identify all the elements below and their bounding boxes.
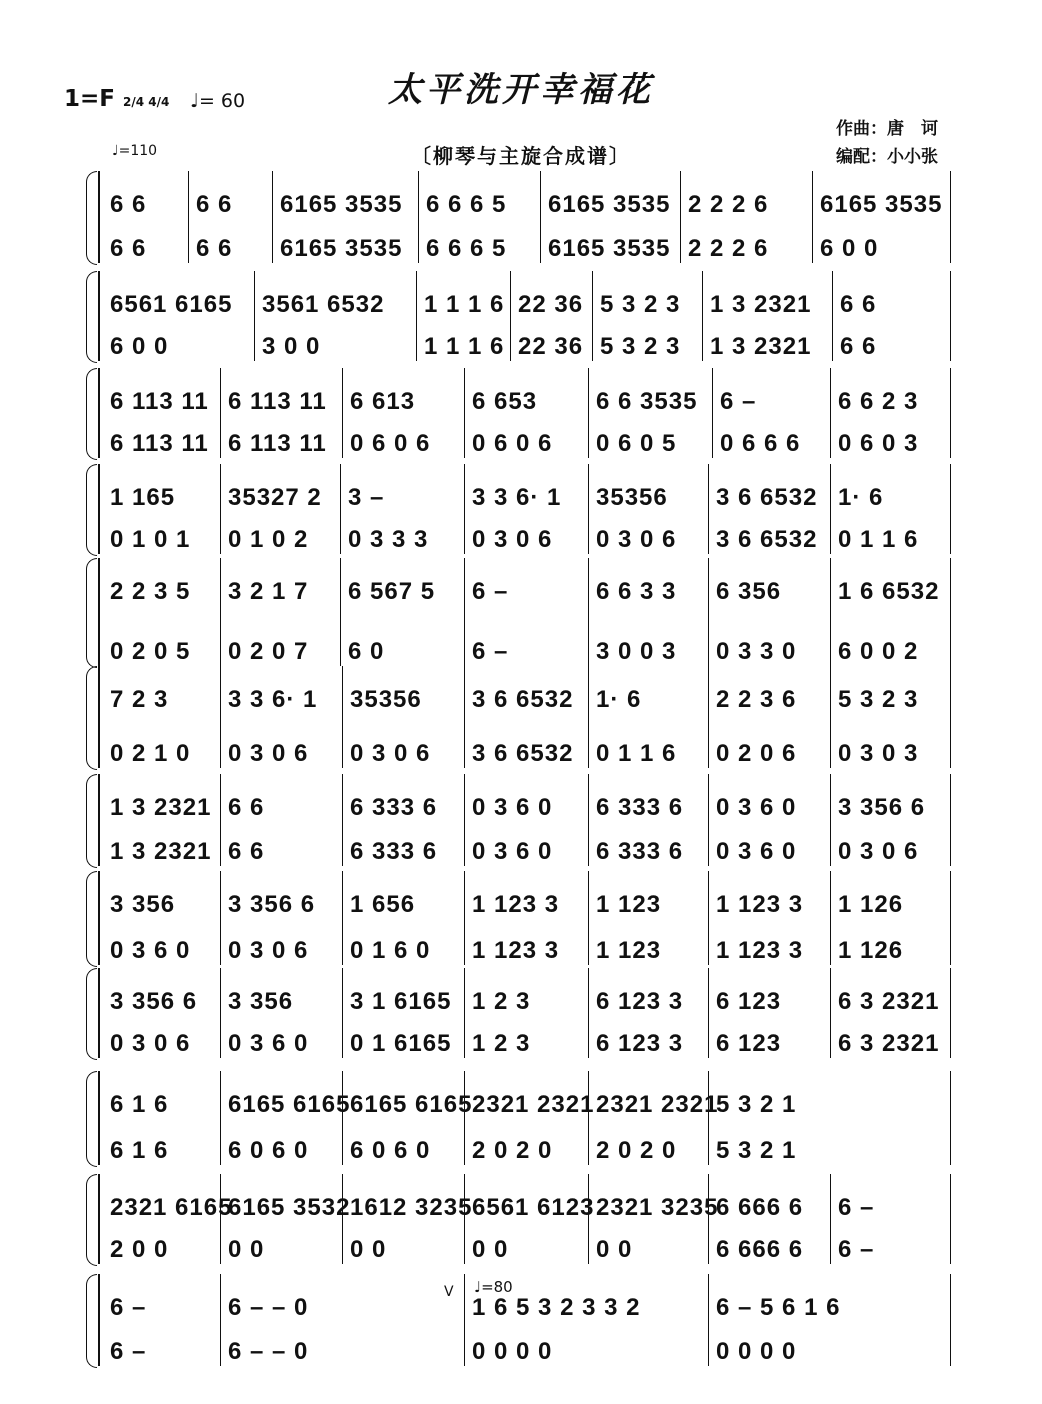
liuqin-measure: 0 6 0 6: [472, 430, 553, 457]
melody-measure: 6 3 2321: [838, 988, 940, 1015]
liuqin-measure: 0 3 3 0: [716, 638, 797, 665]
melody-measure: 6165 3532: [228, 1194, 351, 1221]
liuqin-measure: 0 3 0 6: [838, 838, 919, 865]
liuqin-measure: 0 3 0 3: [838, 740, 919, 767]
bar-line: [708, 968, 709, 1058]
liuqin-measure: 6 6: [840, 333, 877, 360]
system-line: [98, 1071, 100, 1165]
liuqin-measure: 6 113 11: [228, 430, 327, 457]
melody-measure: 2321 6165: [110, 1194, 233, 1221]
bar-line: [830, 558, 831, 666]
liuqin-measure: 6 0 6 0: [350, 1137, 431, 1164]
melody-measure: 6 –: [720, 388, 757, 415]
bar-line: [588, 666, 589, 768]
melody-measure: 6 6 3 3: [596, 578, 677, 605]
bar-line: [708, 871, 709, 965]
system-line: [98, 774, 100, 866]
liuqin-measure: 0 0 0 0: [472, 1338, 553, 1365]
melody-measure: 2 2 3 5: [110, 578, 191, 605]
liuqin-measure: 6 1 6: [110, 1137, 169, 1164]
score-subtitle: 〔柳琴与主旋合成谱〕: [411, 144, 631, 168]
melody-measure: 5 3 2 1: [716, 1091, 797, 1118]
liuqin-measure: 6 333 6: [596, 838, 684, 865]
melody-measure: 6 –: [838, 1194, 875, 1221]
melody-measure: 1612 3235: [350, 1194, 473, 1221]
melody-measure: 6 567 5: [348, 578, 436, 605]
melody-measure: 1 1 1 6: [424, 291, 505, 318]
melody-measure: 6 6 6 5: [426, 191, 507, 218]
bar-line: [342, 774, 343, 866]
melody-measure: 1 6 6532: [838, 578, 940, 605]
bar-line: [220, 464, 221, 554]
melody-measure: 3 3 6· 1: [228, 686, 318, 713]
bar-line: [950, 1071, 951, 1165]
melody-measure: 1 165: [110, 484, 176, 511]
melody-measure: 35356: [596, 484, 668, 511]
liuqin-measure: 1 123 3: [472, 937, 560, 964]
liuqin-measure: 0 6 0 6: [350, 430, 431, 457]
liuqin-measure: 6 6: [110, 235, 147, 262]
system-line: [98, 1274, 100, 1366]
bar-line: [510, 271, 511, 361]
meter-label: 2/4 4/4: [123, 95, 170, 109]
melody-measure: 6561 6123: [472, 1194, 595, 1221]
tempo-mark: ♩= 60: [190, 90, 246, 112]
bar-line: [342, 871, 343, 965]
liuqin-measure: 2 0 2 0: [596, 1137, 677, 1164]
liuqin-measure: 0 2 1 0: [110, 740, 191, 767]
melody-measure: 0 3 6 0: [472, 794, 553, 821]
bar-line: [588, 368, 589, 458]
bar-line: [708, 558, 709, 666]
system-line: [98, 558, 100, 666]
liuqin-measure: 2 2 2 6: [688, 235, 769, 262]
melody-measure: 0 3 6 0: [716, 794, 797, 821]
liuqin-measure: 2 0 0: [110, 1236, 169, 1263]
melody-measure: 1 6 5 3 2 3 3 2: [472, 1294, 641, 1321]
liuqin-measure: 6 113 11: [110, 430, 209, 457]
bar-line: [588, 464, 589, 554]
liuqin-measure: 6 6: [228, 838, 265, 865]
liuqin-measure: 6 6 6 5: [426, 235, 507, 262]
bar-line: [464, 368, 465, 458]
bar-line: [220, 968, 221, 1058]
melody-measure: 6 –: [110, 1294, 147, 1321]
liuqin-measure: 0 3 6 0: [228, 1030, 309, 1057]
melody-measure: 35327 2: [228, 484, 322, 511]
bar-line: [188, 171, 189, 263]
melody-measure: 1· 6: [838, 484, 884, 511]
bar-line: [832, 271, 833, 361]
melody-measure: 6 653: [472, 388, 538, 415]
liuqin-measure: 0 3 6 0: [472, 838, 553, 865]
melody-measure: 1 3 2321: [710, 291, 812, 318]
melody-measure: 6 333 6: [596, 794, 684, 821]
melody-measure: 6165 3535: [548, 191, 671, 218]
melody-measure: 3 3 6· 1: [472, 484, 562, 511]
liuqin-measure: 0 1 0 2: [228, 526, 309, 553]
bar-line: [464, 464, 465, 554]
bar-line: [588, 1071, 589, 1165]
melody-measure: 3 1 6165: [350, 988, 452, 1015]
bar-line: [418, 171, 419, 263]
melody-measure: 3 356 6: [110, 988, 198, 1015]
bar-line: [950, 1274, 951, 1366]
melody-measure: 6 123: [716, 988, 782, 1015]
melody-measure: 3 356 6: [838, 794, 926, 821]
bar-line: [464, 666, 465, 768]
system-brace: [86, 1071, 97, 1167]
liuqin-measure: 6 – – 0: [228, 1338, 309, 1365]
system-line: [98, 171, 100, 263]
liuqin-measure: 6 –: [110, 1338, 147, 1365]
liuqin-measure: 1 3 2321: [710, 333, 812, 360]
liuqin-measure: 6 666 6: [716, 1236, 804, 1263]
liuqin-measure: 2 0 2 0: [472, 1137, 553, 1164]
bar-line: [950, 171, 951, 263]
liuqin-measure: 0 0: [350, 1236, 387, 1263]
liuqin-measure: 0 1 1 6: [838, 526, 919, 553]
melody-measure: 6 6: [228, 794, 265, 821]
bar-line: [830, 368, 831, 458]
bar-line: [708, 1274, 709, 1366]
bar-line: [220, 666, 221, 768]
melody-measure: 2321 2321: [596, 1091, 719, 1118]
liuqin-measure: 1 126: [838, 937, 904, 964]
bar-line: [950, 871, 951, 965]
liuqin-measure: 0 3 0 6: [596, 526, 677, 553]
liuqin-measure: 0 2 0 6: [716, 740, 797, 767]
bar-line: [950, 368, 951, 458]
liuqin-measure: 6165 3535: [548, 235, 671, 262]
melody-measure: 1· 6: [596, 686, 642, 713]
melody-measure: 3 –: [348, 484, 385, 511]
melody-measure: 6 –: [472, 578, 509, 605]
melody-measure: 1 123 3: [716, 891, 804, 918]
liuqin-measure: 3 6 6532: [716, 526, 818, 553]
liuqin-measure: 22 36: [518, 333, 584, 360]
bar-line: [830, 666, 831, 768]
bar-line: [464, 968, 465, 1058]
melody-measure: 2 2 3 6: [716, 686, 797, 713]
liuqin-measure: 6 0 6 0: [228, 1137, 309, 1164]
liuqin-measure: 6 123 3: [596, 1030, 684, 1057]
liuqin-measure: 6 333 6: [350, 838, 438, 865]
melody-measure: 3561 6532: [262, 291, 385, 318]
bar-line: [342, 968, 343, 1058]
system-line: [98, 1174, 100, 1264]
liuqin-measure: 1 1 1 6: [424, 333, 505, 360]
liuqin-measure: 6 0 0 2: [838, 638, 919, 665]
melody-measure: 6 113 11: [228, 388, 327, 415]
melody-measure: 6 613: [350, 388, 416, 415]
bar-line: [540, 171, 541, 263]
bar-line: [950, 774, 951, 866]
melody-measure: 6 666 6: [716, 1194, 804, 1221]
liuqin-measure: 6 3 2321: [838, 1030, 940, 1057]
melody-measure: 1 123: [596, 891, 662, 918]
bar-line: [272, 171, 273, 263]
melody-measure: 6 – – 0: [228, 1294, 309, 1321]
liuqin-measure: 6 0: [348, 638, 385, 665]
bar-line: [950, 1174, 951, 1264]
liuqin-measure: 5 3 2 1: [716, 1137, 797, 1164]
liuqin-measure: 5 3 2 3: [600, 333, 681, 360]
liuqin-measure: 6 –: [472, 638, 509, 665]
key-label: 1=F: [64, 86, 115, 112]
bar-line: [342, 666, 343, 768]
system-brace: [86, 464, 97, 556]
bar-line: [950, 666, 951, 768]
system-line: [98, 271, 100, 361]
melody-measure: 6 123 3: [596, 988, 684, 1015]
bar-line: [416, 271, 417, 361]
bar-line: [830, 774, 831, 866]
bar-line: [950, 968, 951, 1058]
system-line: [98, 968, 100, 1058]
liuqin-measure: 0 6 0 3: [838, 430, 919, 457]
liuqin-measure: 1 3 2321: [110, 838, 212, 865]
bar-line: [592, 271, 593, 361]
bar-line: [830, 871, 831, 965]
melody-measure: 5 3 2 3: [600, 291, 681, 318]
bar-line: [220, 368, 221, 458]
bar-line: [220, 774, 221, 866]
liuqin-measure: 1 123 3: [716, 937, 804, 964]
bar-line: [708, 464, 709, 554]
bar-line: [464, 1071, 465, 1165]
melody-measure: 5 3 2 3: [838, 686, 919, 713]
liuqin-measure: 6 0 0: [110, 333, 169, 360]
bar-line: [464, 1274, 465, 1366]
bar-line: [220, 1274, 221, 1366]
melody-measure: 6 6 3535: [596, 388, 698, 415]
system-brace: [86, 271, 97, 363]
bar-line: [950, 558, 951, 666]
bar-line: [588, 871, 589, 965]
score-title: 太平洗开幸福花: [388, 70, 654, 110]
bar-line: [680, 171, 681, 263]
liuqin-measure: 0 3 6 0: [110, 937, 191, 964]
bar-line: [220, 1071, 221, 1165]
melody-measure: 6 6: [110, 191, 147, 218]
bar-line: [708, 1071, 709, 1165]
bar-line: [702, 271, 703, 361]
composer-credit: 作曲：唐 诃: [836, 119, 938, 139]
system-brace: [86, 968, 97, 1060]
melody-measure: 1 2 3: [472, 988, 531, 1015]
liuqin-measure: 0 3 0 6: [472, 526, 553, 553]
bar-line: [342, 1071, 343, 1165]
bar-line: [340, 558, 341, 666]
bar-line: [708, 666, 709, 768]
liuqin-measure: 0 3 0 6: [228, 937, 309, 964]
bar-line: [588, 558, 589, 666]
liuqin-measure: 6 6: [196, 235, 233, 262]
liuqin-measure: 0 1 6165: [350, 1030, 452, 1057]
bar-line: [712, 368, 713, 458]
system-brace: [86, 558, 97, 668]
system-brace: [86, 871, 97, 967]
liuqin-measure: 3 0 0 3: [596, 638, 677, 665]
liuqin-measure: 0 2 0 5: [110, 638, 191, 665]
bar-line: [220, 558, 221, 666]
system-brace: [86, 666, 97, 770]
liuqin-measure: 6 –: [838, 1236, 875, 1263]
bar-line: [340, 464, 341, 554]
melody-measure: 7 2 3: [110, 686, 169, 713]
arranger-credit: 编配：小小张: [836, 147, 938, 167]
key-signature: [64, 86, 169, 112]
liuqin-measure: 3 0 0: [262, 333, 321, 360]
bar-line: [812, 171, 813, 263]
liuqin-measure: 0 3 0 6: [350, 740, 431, 767]
liuqin-measure: 0 0: [596, 1236, 633, 1263]
melody-measure: 6 6: [840, 291, 877, 318]
melody-measure: 3 6 6532: [716, 484, 818, 511]
liuqin-measure: 3 6 6532: [472, 740, 574, 767]
tempo-late: ♩=80: [474, 1278, 513, 1296]
system-line: [98, 871, 100, 965]
system-brace: [86, 774, 97, 868]
melody-measure: 6 6 2 3: [838, 388, 919, 415]
bar-line: [464, 774, 465, 866]
melody-measure: 6165 6165: [228, 1091, 351, 1118]
liuqin-measure: 0 3 0 6: [228, 740, 309, 767]
melody-measure: 3 6 6532: [472, 686, 574, 713]
bar-line: [588, 968, 589, 1058]
melody-measure: 6 1 6: [110, 1091, 169, 1118]
melody-measure: 1 656: [350, 891, 416, 918]
bar-line: [464, 558, 465, 666]
melody-measure: 6 356: [716, 578, 782, 605]
bar-line: [950, 464, 951, 554]
liuqin-measure: 0 3 6 0: [716, 838, 797, 865]
bar-line: [342, 368, 343, 458]
melody-measure: 2 2 2 6: [688, 191, 769, 218]
melody-measure: 2321 3235: [596, 1194, 719, 1221]
system-line: [98, 666, 100, 768]
liuqin-measure: 6165 3535: [280, 235, 403, 262]
system-brace: [86, 368, 97, 460]
bar-line: [830, 464, 831, 554]
liuqin-measure: 1 123: [596, 937, 662, 964]
system-line: [98, 464, 100, 554]
melody-measure: 3 356: [110, 891, 176, 918]
bar-line: [220, 871, 221, 965]
melody-measure: 2321 2321: [472, 1091, 595, 1118]
bar-line: [254, 271, 255, 361]
bar-line: [588, 774, 589, 866]
melody-measure: 6 6: [196, 191, 233, 218]
liuqin-measure: 0 1 1 6: [596, 740, 677, 767]
liuqin-measure: 0 1 6 0: [350, 937, 431, 964]
liuqin-measure: 6 0 0: [820, 235, 879, 262]
melody-measure: 6 – 5 6 1 6: [716, 1294, 841, 1321]
liuqin-measure: 0 0: [228, 1236, 265, 1263]
system-line: [98, 368, 100, 458]
melody-measure: 6 333 6: [350, 794, 438, 821]
liuqin-measure: 1 2 3: [472, 1030, 531, 1057]
system-brace: [86, 171, 97, 265]
liuqin-measure: 0 6 6 6: [720, 430, 801, 457]
melody-measure: 6561 6165: [110, 291, 233, 318]
melody-measure: 6165 6165: [350, 1091, 473, 1118]
melody-measure: 3 356 6: [228, 891, 316, 918]
bar-line: [464, 871, 465, 965]
liuqin-measure: 6 123: [716, 1030, 782, 1057]
melody-measure: 6165 3535: [820, 191, 943, 218]
liuqin-measure: 0 2 0 7: [228, 638, 309, 665]
bar-line: [708, 774, 709, 866]
melody-measure: 35356: [350, 686, 422, 713]
liuqin-measure: 0 0: [472, 1236, 509, 1263]
melody-measure: 6 113 11: [110, 388, 209, 415]
system-brace: [86, 1174, 97, 1266]
melody-measure: 1 3 2321: [110, 794, 212, 821]
melody-measure: 22 36: [518, 291, 584, 318]
breath-mark: V: [444, 1284, 454, 1300]
liuqin-measure: 0 1 0 1: [110, 526, 191, 553]
liuqin-measure: 0 0 0 0: [716, 1338, 797, 1365]
melody-measure: 3 356: [228, 988, 294, 1015]
liuqin-measure: 0 3 0 6: [110, 1030, 191, 1057]
melody-measure: 6165 3535: [280, 191, 403, 218]
bar-line: [950, 271, 951, 361]
liuqin-measure: 0 3 3 3: [348, 526, 429, 553]
bar-line: [830, 968, 831, 1058]
melody-measure: 3 2 1 7: [228, 578, 309, 605]
tempo-start: ♩=110: [112, 143, 158, 159]
system-brace: [86, 1274, 97, 1368]
melody-measure: 1 123 3: [472, 891, 560, 918]
melody-measure: 1 126: [838, 891, 904, 918]
liuqin-measure: 0 6 0 5: [596, 430, 677, 457]
bar-line: [830, 1174, 831, 1264]
